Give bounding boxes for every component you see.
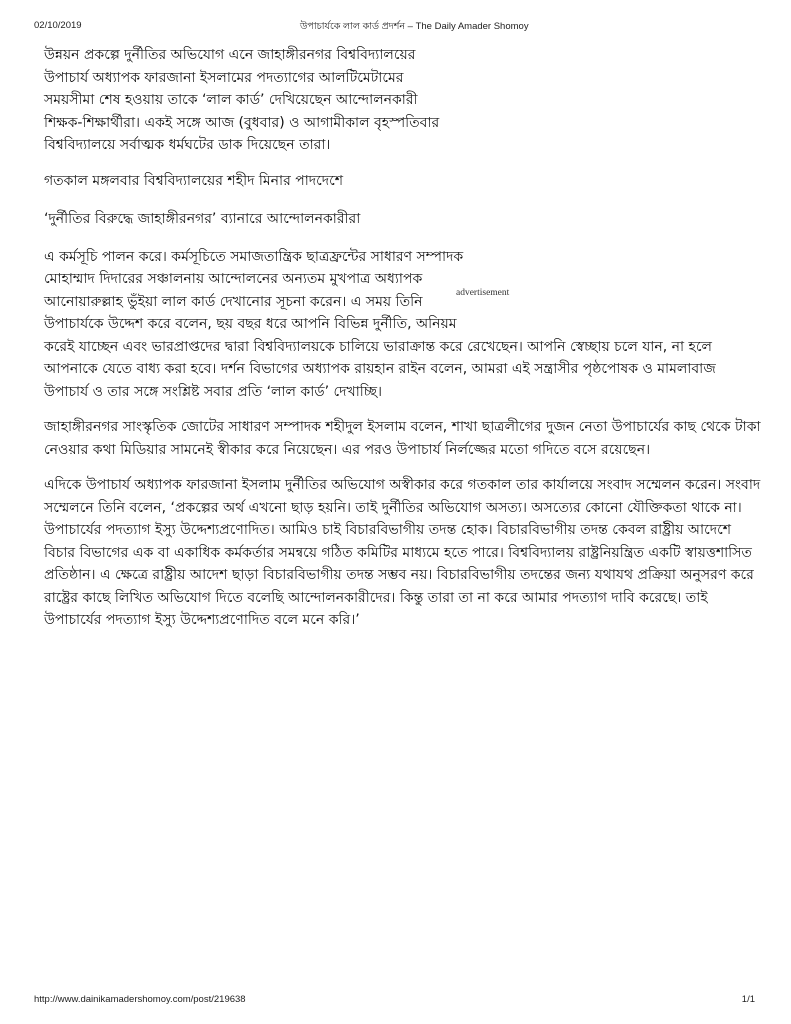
article-line-location: গতকাল মঙ্গলবার বিশ্ববিদ্যালয়ের শহীদ মিনার পাদদেশে	[44, 172, 344, 189]
article-paragraph-program: এ কর্মসূচি পালন করে। কর্মসূচিতে সমাজতান্ত্রিক ছাত্রফ্রন্টের সাধারণ সম্পাদক মোহাম্মাদ দিদারের সঞ্চালনায় আন্দোলনের অন্যতম মুখপাত্র অধ্যাপক আনোয়ারুল্লাহ ভুঁইয়া লাল কার্ড দেখানোর সূচনা করেন। এ সময় তিনি উপাচার্যকে উদ্দেশ করে বলেন, ছয় বছর ধরে আপনি বিভিন্ন দুর্নীতি, অনিয়ম করেই যাচ্ছেন এবং ভারপ্রাপ্তদের দ্বারা বিশ্ববিদ্যালয়কে চালিয়ে ভারাক্রান্ত করে রেখেছেন। আপনি স্বেচ্ছায় চলে যান, না হলে আপনাকে যেতে বাধ্য করা হবে। দর্শন বিভাগের অধ্যাপক রায়হান রাইন বলেন, আমরা এই সন্ত্রাসীর পৃষ্ঠপোষক ও মামলাবাজ উপাচার্য ও তার সঙ্গে সংশ্লিষ্ট সবার প্রতি ‘লাল কার্ড’ দেখাচ্ছি।	[44, 248, 716, 400]
article-line-banner: ‘দুর্নীতির বিরুদ্ধে জাহাঙ্গীরনগর’ ব্যানারে আন্দোলনকারীরা	[44, 210, 361, 227]
page-title: উপাচার্যকে লাল কার্ড প্রদর্শন – The Daily Amader Shomoy	[300, 21, 529, 32]
page-number: 1/1	[741, 994, 755, 1005]
print-date: 02/10/2019	[34, 20, 82, 31]
advertisement-slot	[464, 246, 764, 322]
advertisement-label: advertisement	[456, 288, 510, 298]
article-body	[44, 44, 764, 645]
source-url: http://www.dainikamadershomoy.com/post/219638	[34, 994, 246, 1005]
article-paragraph-intro: উন্নয়ন প্রকল্পে দুর্নীতির অভিযোগ এনে জাহাঙ্গীরনগর বিশ্ববিদ্যালয়ের উপাচার্য অধ্যাপক ফারজানা ইসলামের পদত্যাগের আলটিমেটামের সময়সীমা শেষ হওয়ায় তাকে ‘লাল কার্ড’ দেখিয়েছেন আন্দোলনকারী শিক্ষক-শিক্ষার্থীরা। একই সঙ্গে আজ (বুধবার) ও আগামীকাল বৃহস্পতিবার বিশ্ববিদ্যালয়ে সর্বাত্মক ধর্মঘটের ডাক দিয়েছেন তারা।	[44, 47, 440, 153]
article-paragraph-vc-response: এদিকে উপাচার্য অধ্যাপক ফারজানা ইসলাম দুর্নীতির অভিযোগ অস্বীকার করে গতকাল তার কার্যালয়ে সংবাদ সম্মেলন করেন। সংবাদ সম্মেলনে তিনি বলেন, ‘প্রকল্পের অর্থ এখনো ছাড় হয়নি। তাই দুর্নীতির অভিযোগ অসত্য। অসত্যের কোনো যৌক্তিকতা থাকে না। উপাচার্যের পদত্যাগ ইস্যু উদ্দেশ্যপ্রণোদিত। আমিও চাই বিচারবিভাগীয় তদন্ত হোক। বিচারবিভাগীয় তদন্ত কেবল রাষ্ট্রীয় আদেশে বিচার বিভাগের এক বা একাধিক কর্মকর্তার সমন্বয়ে গঠিত কমিটির মাধ্যমে হতে পারে। বিশ্ববিদ্যালয় রাষ্ট্রনিয়ন্ত্রিত একটি স্বায়ত্তশাসিত প্রতিষ্ঠান। এ ক্ষেত্রে রাষ্ট্রীয় আদেশ ছাড়া বিচারবিভাগীয় তদন্ত সম্ভব নয়। বিচারবিভাগীয় তদন্তের জন্য যথাযথ প্রক্রিয়া অনুসরণ করে রাষ্ট্রের কাছে লিখিত অভিযোগ দিতে বলেছি আন্দোলনকারীদের। কিন্তু তারা তা না করে আমার পদত্যাগ দাবি করেছে। তাই উপাচার্যের পদত্যাগ ইস্যু উদ্দেশ্যপ্রণোদিত বলে মনে করি।’	[44, 477, 761, 628]
article-paragraph-cultural-alliance: জাহাঙ্গীরনগর সাংস্কৃতিক জোটের সাধারণ সম্পাদক শহীদুল ইসলাম বলেন, শাখা ছাত্রলীগের দুজন নেতা উপাচার্যের কাছ থেকে টাকা নেওয়ার কথা মিডিয়ার সামনেই স্বীকার করে নিয়েছেন। এর পরও উপাচার্য নির্লজ্জের মতো গদিতে বসে রয়েছেন।	[44, 419, 761, 458]
